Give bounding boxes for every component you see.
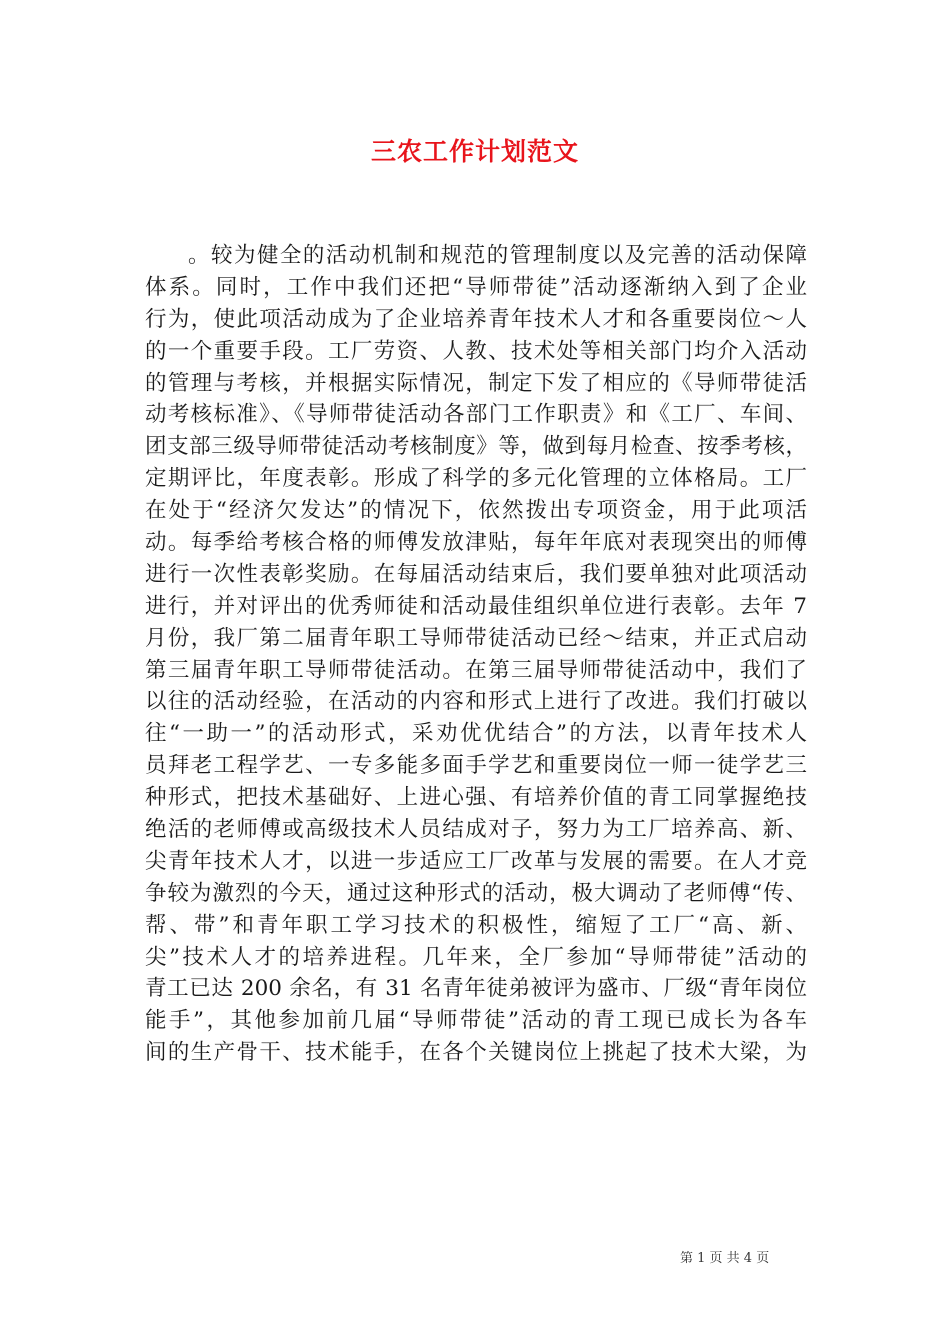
body-line: 第三届青年职工导师带徒活动。在第三届导师带徒活动中，我们了 xyxy=(145,657,807,683)
body-line: 青工已达 200 余名，有 31 名青年徒弟被评为盛市、厂级“青年岗位 xyxy=(145,976,807,1002)
document-body xyxy=(145,240,807,1069)
body-line: 的一个重要手段。工厂劳资、人教、技术处等相关部门均介入活动 xyxy=(145,338,807,364)
body-line: 帮、带”和青年职工学习技术的积极性，缩短了工厂“高、新、 xyxy=(145,912,807,938)
body-line: 月份，我厂第二届青年职工导师带徒活动已经～结束，并正式启动 xyxy=(145,625,807,651)
body-line: 行为，使此项活动成为了企业培养青年技术人才和各重要岗位～人 xyxy=(145,306,807,332)
body-line: 员拜老工程学艺、一专多能多面手学艺和重要岗位一师一徒学艺三 xyxy=(145,753,807,779)
body-line: 动考核标准》、《导师带徒活动各部门工作职责》和《工厂、车间、 xyxy=(145,402,807,428)
body-line: 的管理与考核，并根据实际情况，制定下发了相应的《导师带徒活 xyxy=(145,370,807,396)
body-line: 种形式，把技术基础好、上进心强、有培养价值的青工同掌握绝技 xyxy=(145,785,807,811)
body-line: 定期评比，年度表彰。形成了科学的多元化管理的立体格局。工厂 xyxy=(145,466,807,492)
body-line: 进行，并对评出的优秀师徒和活动最佳组织单位进行表彰。去年 7 xyxy=(145,593,807,619)
body-line: 争较为激烈的今天，通过这种形式的活动，极大调动了老师傅“传、 xyxy=(145,880,807,906)
body-line: 动。每季给考核合格的师傅发放津贴，每年年底对表现突出的师傅 xyxy=(145,530,807,556)
body-line: 。较为健全的活动机制和规范的管理制度以及完善的活动保障 xyxy=(188,243,807,268)
body-line: 在处于“经济欠发达”的情况下，依然拨出专项资金，用于此项活 xyxy=(145,498,807,524)
document-title: 三农工作计划范文 xyxy=(370,137,579,166)
body-line: 间的生产骨干、技术能手，在各个关键岗位上挑起了技术大梁，为 xyxy=(145,1040,807,1066)
body-line: 往“一助一”的活动形式，采劝优优结合”的方法，以青年技术人 xyxy=(145,721,807,747)
body-line: 团支部三级导师带徒活动考核制度》等，做到每月检查、按季考核， xyxy=(145,434,807,460)
body-line: 尖青年技术人才，以进一步适应工厂改革与发展的需要。在人才竞 xyxy=(145,848,807,874)
body-line: 进行一次性表彰奖励。在每届活动结束后，我们要单独对此项活动 xyxy=(145,561,807,587)
body-line: 绝活的老师傅或高级技术人员结成对子，努力为工厂培养高、新、 xyxy=(145,817,807,843)
body-line: 能手”，其他参加前几届“导师带徒”活动的青工现已成长为各车 xyxy=(145,1008,807,1034)
body-line: 以往的活动经验，在活动的内容和形式上进行了改进。我们打破以 xyxy=(145,689,807,715)
body-line: 尖”技术人才的培养进程。几年来，全厂参加“导师带徒”活动的 xyxy=(145,944,807,970)
body-line: 体系。同时，工作中我们还把“导师带徒”活动逐渐纳入到了企业 xyxy=(145,274,807,300)
page-number: 第 1 页 共 4 页 xyxy=(680,1251,770,1266)
